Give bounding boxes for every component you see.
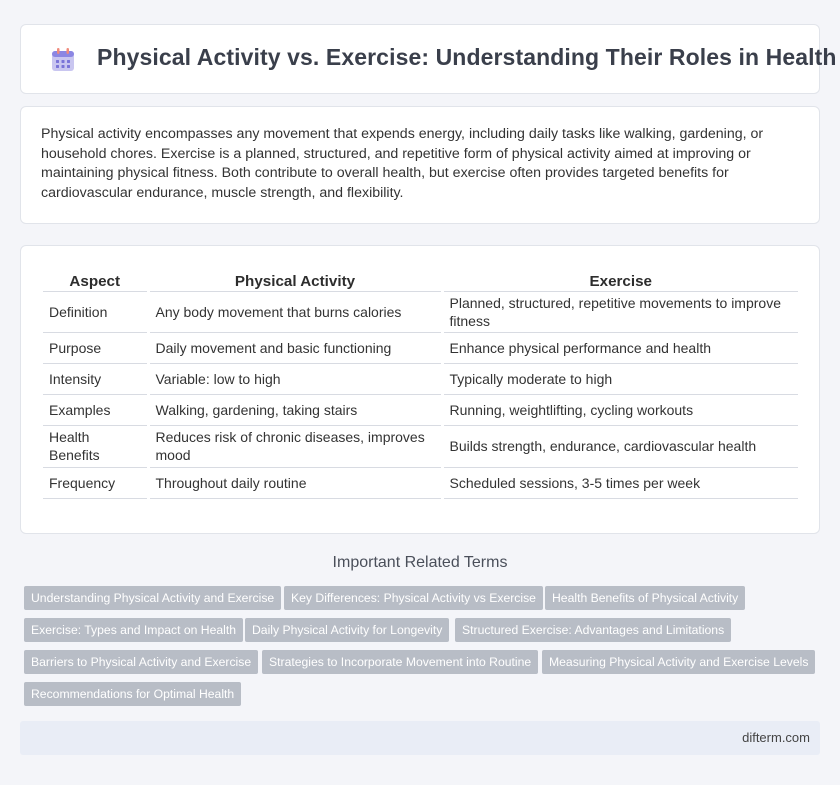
table-cell-exercise: Enhance physical performance and health bbox=[442, 332, 798, 363]
table-cell-aspect: Intensity bbox=[43, 363, 148, 394]
table-cell-aspect: Frequency bbox=[43, 467, 148, 498]
footer-site-link[interactable]: difterm.com bbox=[742, 730, 810, 745]
table-cell-exercise: Running, weightlifting, cycling workouts bbox=[442, 394, 798, 425]
calendar-icon bbox=[49, 46, 77, 74]
header-card bbox=[20, 24, 837, 94]
table-cell-physical-activity: Reduces risk of chronic diseases, improves mood bbox=[148, 425, 442, 467]
table-row bbox=[43, 425, 798, 467]
intro-card bbox=[20, 106, 820, 224]
related-term-tag[interactable]: Exercise: Types and Impact on Health bbox=[24, 618, 243, 642]
table-row bbox=[43, 467, 798, 498]
table-cell-physical-activity: Any body movement that burns calories bbox=[148, 291, 442, 332]
table-cell-aspect: Examples bbox=[43, 394, 148, 425]
table-cell-physical-activity: Daily movement and basic functioning bbox=[148, 332, 442, 363]
table-cell-exercise: Typically moderate to high bbox=[442, 363, 798, 394]
related-term-tag[interactable]: Daily Physical Activity for Longevity bbox=[245, 618, 449, 642]
comparison-table bbox=[43, 265, 798, 499]
table-row bbox=[43, 332, 798, 363]
related-term-tag[interactable]: Strategies to Incorporate Movement into Routine bbox=[262, 650, 538, 674]
footer bbox=[20, 721, 820, 755]
column-header: Exercise bbox=[442, 265, 798, 291]
related-term-tag[interactable]: Health Benefits of Physical Activity bbox=[545, 586, 745, 610]
table-cell-exercise: Builds strength, endurance, cardiovascular health bbox=[442, 425, 798, 467]
table-cell-aspect: Definition bbox=[43, 291, 148, 332]
related-term-tag[interactable]: Barriers to Physical Activity and Exercise bbox=[24, 650, 258, 674]
table-cell-physical-activity: Walking, gardening, taking stairs bbox=[148, 394, 442, 425]
column-header: Physical Activity bbox=[148, 265, 442, 291]
table-cell-aspect: Health Benefits bbox=[43, 425, 148, 467]
comparison-table-card bbox=[20, 245, 820, 534]
related-term-tag[interactable]: Understanding Physical Activity and Exercise bbox=[24, 586, 281, 610]
table-cell-aspect: Purpose bbox=[43, 332, 148, 363]
table-row bbox=[43, 394, 798, 425]
related-term-tag[interactable]: Structured Exercise: Advantages and Limitations bbox=[455, 618, 731, 642]
intro-text: Physical activity encompasses any movement that expends energy, including daily tasks like walking, gardening, or household chores. Exercise is a planned, structured, and repetitive form of physical activity aimed at improving or maintaining physical fitness. Both contribute to overall health, but exercise often provides targeted benefits for cardiovascular endurance, muscle strength, and flexibility. bbox=[41, 126, 764, 201]
table-cell-physical-activity: Throughout daily routine bbox=[148, 467, 442, 498]
related-term-tag[interactable]: Key Differences: Physical Activity vs Exercise bbox=[284, 586, 543, 610]
column-header: Aspect bbox=[43, 265, 148, 291]
page-title: Physical Activity vs. Exercise: Understanding Their Roles in Health bbox=[97, 44, 837, 70]
related-terms-title: Important Related Terms bbox=[332, 554, 508, 571]
table-header-row bbox=[43, 265, 798, 291]
related-term-tag[interactable]: Measuring Physical Activity and Exercise Levels bbox=[542, 650, 815, 674]
related-term-tag[interactable]: Recommendations for Optimal Health bbox=[24, 682, 241, 706]
table-row bbox=[43, 291, 798, 332]
table-row bbox=[43, 363, 798, 394]
table-cell-physical-activity: Variable: low to high bbox=[148, 363, 442, 394]
table-cell-exercise: Scheduled sessions, 3-5 times per week bbox=[442, 467, 798, 498]
table-cell-exercise: Planned, structured, repetitive movements to improve fitness bbox=[442, 291, 798, 332]
